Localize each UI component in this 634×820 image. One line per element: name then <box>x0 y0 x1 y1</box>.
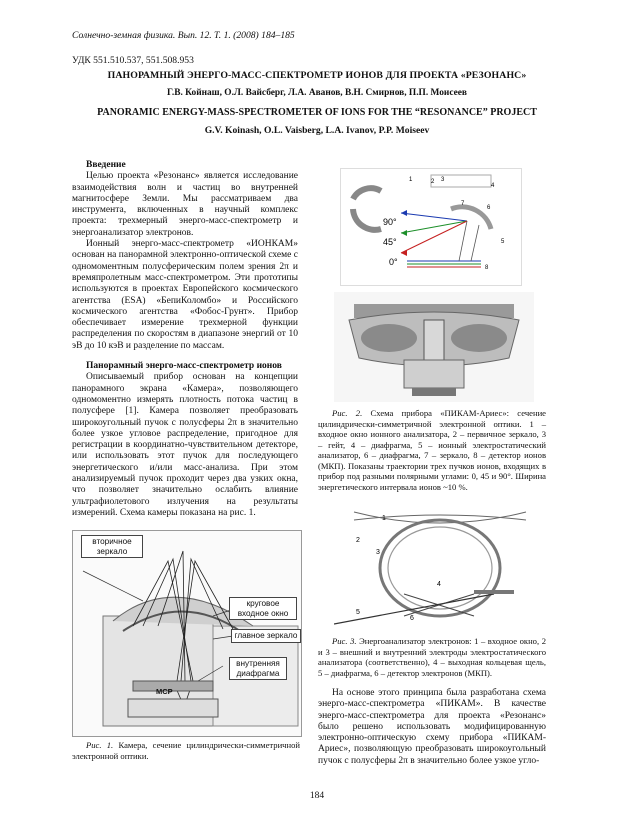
fig3-num-5: 5 <box>356 609 360 616</box>
page-number: 184 <box>309 791 325 801</box>
figure-3 <box>334 498 546 630</box>
figure-1-caption-text: Камера, сечение цилиндрически-симметричной электронной оптики. <box>72 740 300 761</box>
intro-paragraph-2: Ионный энерго-масс-спектрометр «ИОНКАМ» основан на панорамной электронно-оптической схеме с одномоментным полусферическим полем зрения 2π и времяпролетным масс-спектрометром. Эти прототипы используются в проектах Европейского космического агентства (ESA) «БепиКоломбо» и Российского космического агентства «Фобос-Грунт». Прибор обеспечивает измерение трехмерной функции распределения по скоростям в диапазоне энергий от 10 эВ до 10 кэВ и разделение по массам. <box>72 239 298 351</box>
fig2-num-2: 2 <box>431 179 435 185</box>
label-inner-diaphragm: внутренняя диафрагма <box>229 657 287 680</box>
figure-3-drawing <box>334 498 546 630</box>
authors-russian: Г.В. Койнаш, О.Л. Вайсберг, Л.А. Аванов, В.Н. Смирнов, П.П. Моисеев <box>166 88 467 98</box>
authors-english: G.V. Koinash, O.L. Vaisberg, L.A. Ivanov, P.P. Moiseev <box>204 125 430 136</box>
figure-3-caption <box>318 636 546 678</box>
journal-reference: Солнечно-земная физика. Вып. 12. Т. 1. (2008) 184–185 <box>72 30 295 41</box>
udc-code: УДК 551.510.537, 551.508.953 <box>72 55 194 66</box>
fig2-num-8: 8 <box>485 265 489 271</box>
section2-heading: Панорамный энерго-масс-спектрометр ионов <box>86 361 282 372</box>
section2-paragraph-1: Описываемый прибор основан на концепции панорамного экрана «Камера», позволяющего одномоментно измерять плотность потока частиц в полусфере [1]. Камера позволяет преобразовать широкоугольный пучок с полусферы 2π в значительно более узкое угловое распределение, пригодное для регистрации в координатно-чувствительном детекторе, или использовать этот пучок для последующего энергетического и/или масс-анализа. При этом анализируемый пучок проходит через два узких окна, что позволяет значительно ослабить влияние ультрафиолетового излучения на результаты измерений. Схема камеры показана на рис. 1. <box>72 372 298 518</box>
figure-2-caption-text: Схема прибора «ПИКАМ-Ариес»: сечение цилиндрически-симметричной электронной оптики. 1 – входное окно ионного анализатора, 2 – первичное зеркало, 3 – гейт, 4 – диафрагма, 5 – ионный электростатический анализатор, 6 – диафрагма, 7 – зеркало, 8 – детектор ионов (МКП). Показаны траектории трех пучков ионов, входящих в прибор под разными полярными углами: 0, 45 и 90°. Ширина энергетического интервала ионов ~10 %. <box>318 408 546 492</box>
fig3-num-2: 2 <box>356 537 360 544</box>
figure-1-caption-label: Рис. 1. <box>86 740 114 750</box>
right-column-text <box>318 688 546 767</box>
figure-2-device <box>334 292 534 402</box>
figure-2-device-drawing <box>334 292 534 402</box>
left-column-text <box>72 160 298 519</box>
intro-heading: Введение <box>86 160 126 170</box>
fig2-num-5: 5 <box>501 239 505 245</box>
title-russian: ПАНОРАМНЫЙ ЭНЕРГО-МАСС-СПЕКТРОМЕТР ИОНОВ ДЛЯ ПРОЕКТА «РЕЗОНАНС» <box>107 70 527 81</box>
title-english: PANORAMIC ENERGY-MASS-SPECTROMETER OF IONS FOR THE “RESONANCE” PROJECT <box>97 107 537 118</box>
fig2-num-1: 1 <box>409 177 413 183</box>
label-main-mirror: главное зеркало <box>231 629 301 643</box>
fig2-num-3: 3 <box>441 177 445 183</box>
fig2-angle-0: 0° <box>389 257 398 267</box>
fig3-num-1: 1 <box>382 515 386 522</box>
fig3-num-6: 6 <box>410 615 414 622</box>
figure-2-schematic <box>340 168 522 286</box>
figure-2-schematic-drawing <box>341 169 521 285</box>
fig2-angle-45: 45° <box>383 237 397 247</box>
label-circular-window: круговое входное окно <box>229 597 297 620</box>
intro-paragraph-1: Целью проекта «Резонанс» является исследование взаимодействия волн и частиц во внутренней магнитосфере Земли. Мы рассматриваем два инструмента, включенных в научный комплекс проекта: трехмерный энерго-масс-спектрометр и энергоанализатор электронов. <box>72 171 298 238</box>
figure-2-caption-label: Рис. 2. <box>332 408 363 418</box>
figure-2-caption <box>318 408 546 492</box>
fig3-num-3: 3 <box>376 549 380 556</box>
figure-3-caption-text: Энергоанализатор электронов: 1 – входное окно, 2 и 3 – внешний и внутренний электроды электростатического анализатора (соответственно), 4 – выходная кольцевая щель, 5 – диафрагма, 6 – детектор электронов (МКП). <box>318 636 546 678</box>
figure-1-caption <box>72 740 300 761</box>
fig2-num-6: 6 <box>487 205 491 211</box>
label-mcp: MCP <box>156 687 173 696</box>
fig3-num-4: 4 <box>437 581 441 588</box>
fig2-num-4: 4 <box>491 183 495 189</box>
fig2-num-7: 7 <box>461 201 465 207</box>
fig2-angle-90: 90° <box>383 217 397 227</box>
label-secondary-mirror: вторичное зеркало <box>81 535 143 558</box>
figure-3-caption-label: Рис. 3. <box>332 636 357 646</box>
figure-1 <box>72 530 302 737</box>
closing-paragraph: На основе этого принципа была разработана схема энерго-масс-спектрометра «ПИКАМ». В качестве энерго-масс-спектрометра для проекта «Резонанс» было решено использовать модифицированную электронно-оптическую схему прибора «ПИКАМ-Ариес», позволяющую преобразовать широкоугольный пучок с полусферы 2π в значительно более узкое угло- <box>318 688 546 766</box>
